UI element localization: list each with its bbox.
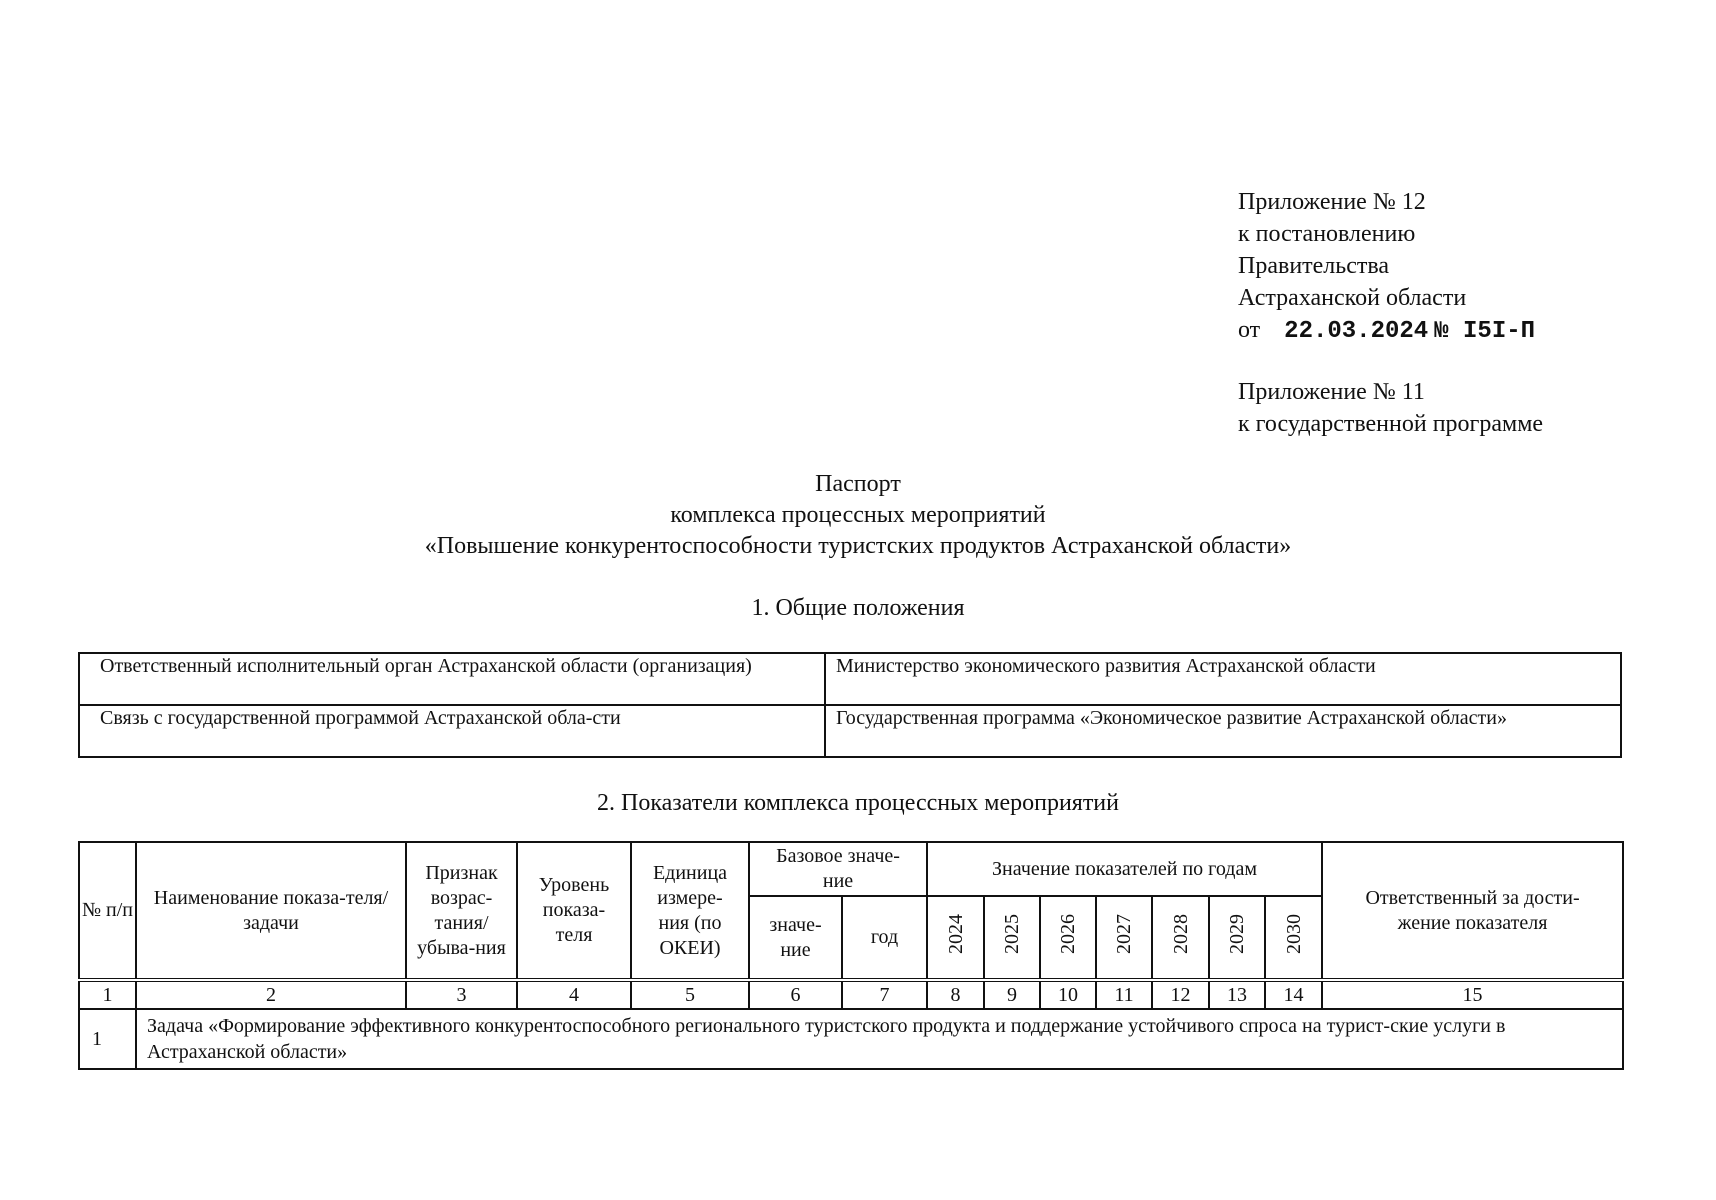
annex-program-line: Приложение № 11 xyxy=(1238,379,1425,405)
column-number: 6 xyxy=(749,980,842,1009)
title-line: комплекса процессных мероприятий xyxy=(670,502,1046,528)
section-heading-general: 1. Общие положения xyxy=(751,595,965,621)
column-number: 1 xyxy=(79,980,136,1009)
header-row xyxy=(79,842,1623,896)
row-label: Связь с государственной программой Астраханской обла-сти xyxy=(79,705,825,757)
header-level: Уровень показа-теля xyxy=(517,842,631,980)
document-title xyxy=(0,469,1716,562)
header-year xyxy=(1096,896,1152,980)
year-label: 2028 xyxy=(1169,914,1192,954)
header-year xyxy=(1152,896,1209,980)
title-line: Паспорт xyxy=(815,471,901,497)
column-number: 9 xyxy=(984,980,1040,1009)
row-label: Ответственный исполнительный орган Астраханской области (организация) xyxy=(79,653,825,705)
annex-program-line: к государственной программе xyxy=(1238,411,1544,437)
annex-program xyxy=(1238,376,1543,440)
row-value: Министерство экономического развития Астраханской области xyxy=(825,653,1621,705)
column-number: 3 xyxy=(406,980,517,1009)
annex-resolution-line: к постановлению xyxy=(1238,221,1416,247)
header-base-value: значе-ние xyxy=(749,896,842,980)
header-year xyxy=(984,896,1040,980)
year-label: 2029 xyxy=(1226,914,1249,954)
header-year xyxy=(1209,896,1265,980)
header-year xyxy=(1040,896,1096,980)
header-responsible: Ответственный за дости-жение показателя xyxy=(1322,842,1623,980)
column-number-row xyxy=(79,980,1623,1009)
column-number: 8 xyxy=(927,980,984,1009)
indicators-table xyxy=(78,841,1624,1070)
column-number: 5 xyxy=(631,980,749,1009)
column-number: 12 xyxy=(1152,980,1209,1009)
header-base-year: год xyxy=(842,896,927,980)
annex-resolution-line: Астраханской области xyxy=(1238,285,1467,311)
row-value: Государственная программа «Экономическое развитие Астраханской области» xyxy=(825,705,1621,757)
header-year xyxy=(927,896,984,980)
general-provisions-table xyxy=(78,652,1622,758)
column-number: 14 xyxy=(1265,980,1322,1009)
task-text: Задача «Формирование эффективного конкурентоспособного регионального туристского продукта и поддержание устойчивого спроса на турист-ские услуги в Астраханской области» xyxy=(136,1009,1623,1069)
year-label: 2025 xyxy=(1001,914,1024,954)
column-number: 10 xyxy=(1040,980,1096,1009)
column-number: 11 xyxy=(1096,980,1152,1009)
year-label: 2026 xyxy=(1057,914,1080,954)
column-number: 7 xyxy=(842,980,927,1009)
header-trend: Признак возрас-тания/ убыва-ния xyxy=(406,842,517,980)
annex-resolution-line: Приложение № 12 xyxy=(1238,189,1426,215)
header-years-group: Значение показателей по годам xyxy=(927,842,1322,896)
year-label: 2030 xyxy=(1282,914,1305,954)
year-label: 2024 xyxy=(944,914,967,954)
column-number: 15 xyxy=(1322,980,1623,1009)
resolution-number: № I5I-П xyxy=(1434,318,1536,345)
annex-resolution-line: Правительства xyxy=(1238,253,1390,279)
header-num: № п/п xyxy=(79,842,136,980)
resolution-date: 22.03.2024 xyxy=(1284,318,1429,345)
task-row xyxy=(79,1009,1623,1069)
title-line: «Повышение конкурентоспособности туристских продуктов Астраханской области» xyxy=(424,533,1292,559)
header-base: Базовое значе-ние xyxy=(749,842,927,896)
column-number: 13 xyxy=(1209,980,1265,1009)
header-unit: Единица измере-ния (по ОКЕИ) xyxy=(631,842,749,980)
table-row xyxy=(79,653,1621,705)
annex-resolution-date-line xyxy=(1238,314,1535,348)
column-number: 4 xyxy=(517,980,631,1009)
header-year xyxy=(1265,896,1322,980)
annex-resolution xyxy=(1238,186,1535,348)
table-row xyxy=(79,705,1621,757)
column-number: 2 xyxy=(136,980,406,1009)
date-prefix: от xyxy=(1238,317,1261,343)
year-label: 2027 xyxy=(1113,914,1136,954)
task-number: 1 xyxy=(79,1009,136,1069)
header-name: Наименование показа-теля/задачи xyxy=(136,842,406,980)
section-heading-indicators: 2. Показатели комплекса процессных мероприятий xyxy=(596,790,1119,816)
